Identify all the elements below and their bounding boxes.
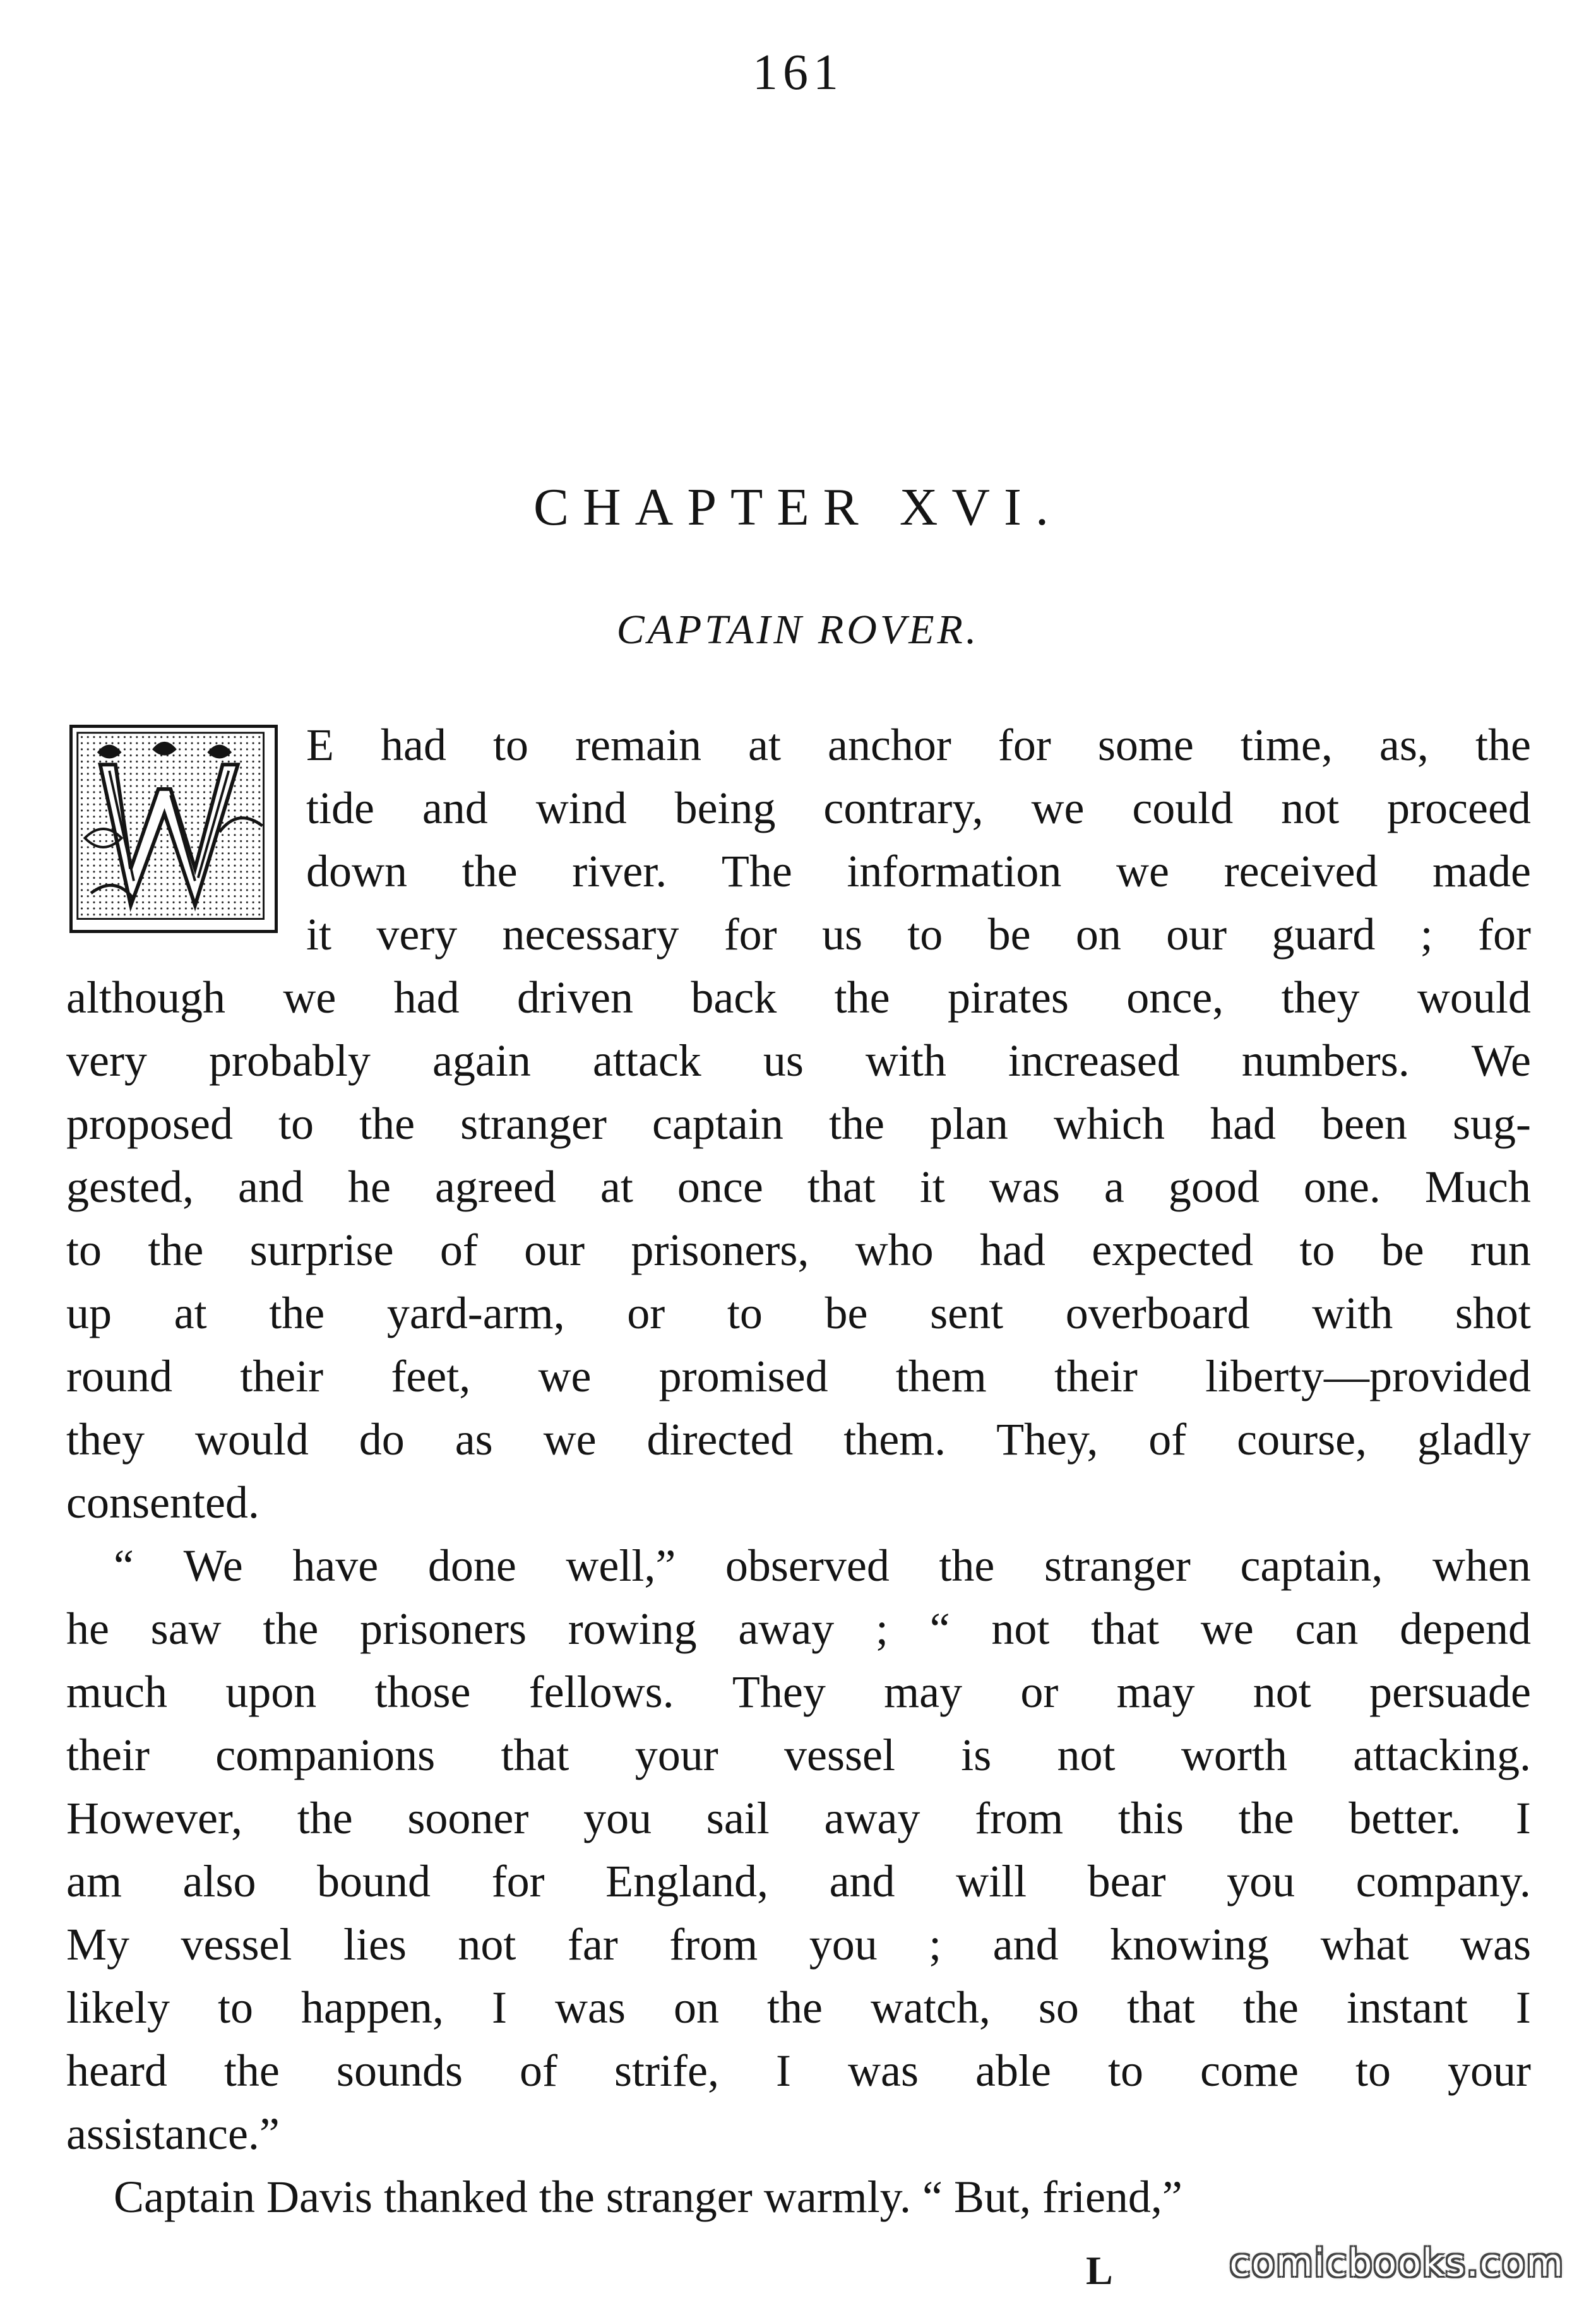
text-line: However, the sooner you sail away from this the better. I <box>66 1793 1531 1843</box>
chapter-title: CAPTAIN ROVER. <box>616 607 980 653</box>
decorative-initial-w-icon <box>73 728 275 930</box>
text-line: assistance.” <box>66 2109 280 2159</box>
text-line: it very necessary for us to be on our guard ; for <box>306 909 1531 960</box>
text-line: likely to happen, I was on the watch, so that the instant I <box>66 1982 1531 2033</box>
page-number: 161 <box>753 45 843 100</box>
text-line: their companions that your vessel is not worth attacking. <box>66 1730 1531 1780</box>
text-line: he saw the prisoners rowing away ; “ not that we can depend <box>66 1603 1531 1654</box>
text-line: tide and wind being contrary, we could not proceed <box>306 783 1531 833</box>
text-line: Captain Davis thanked the stranger warmly. “ But, friend,” <box>114 2172 1182 2222</box>
text-line: heard the sounds of strife, I was able to come to your <box>66 2045 1531 2096</box>
drop-cap-initial <box>69 725 278 933</box>
text-line: gested, and he agreed at once that it was a good one. Much <box>66 1162 1531 1212</box>
signature-mark: L <box>1086 2248 1113 2293</box>
text-line: much upon those fellows. They may or may not persuade <box>66 1667 1531 1717</box>
text-line: consented. <box>66 1477 259 1528</box>
text-line: to the surprise of our prisoners, who had expected to be run <box>66 1225 1531 1275</box>
text-line: My vessel lies not far from you ; and knowing what was <box>66 1919 1531 1970</box>
text-line: up at the yard-arm, or to be sent overboard with shot <box>66 1288 1531 1338</box>
text-line: very probably again attack us with increased numbers. We <box>66 1035 1531 1086</box>
watermark: comicbooks.com <box>1229 2241 1564 2285</box>
text-line: they would do as we directed them. They, of course, gladly <box>66 1414 1531 1465</box>
text-line: am also bound for England, and will bear you company. <box>66 1856 1531 1906</box>
text-line: although we had driven back the pirates once, they would <box>66 972 1531 1023</box>
text-line: round their feet, we promised them their liberty—provided <box>66 1351 1531 1401</box>
text-line: E had to remain at anchor for some time, as, the <box>306 720 1531 770</box>
chapter-heading: CHAPTER XVI. <box>533 478 1063 537</box>
text-line: down the river. The information we received made <box>306 846 1531 896</box>
text-line: “ We have done well,” observed the stranger captain, when <box>114 1540 1531 1591</box>
text-line: proposed to the stranger captain the plan which had been sug- <box>66 1098 1531 1149</box>
